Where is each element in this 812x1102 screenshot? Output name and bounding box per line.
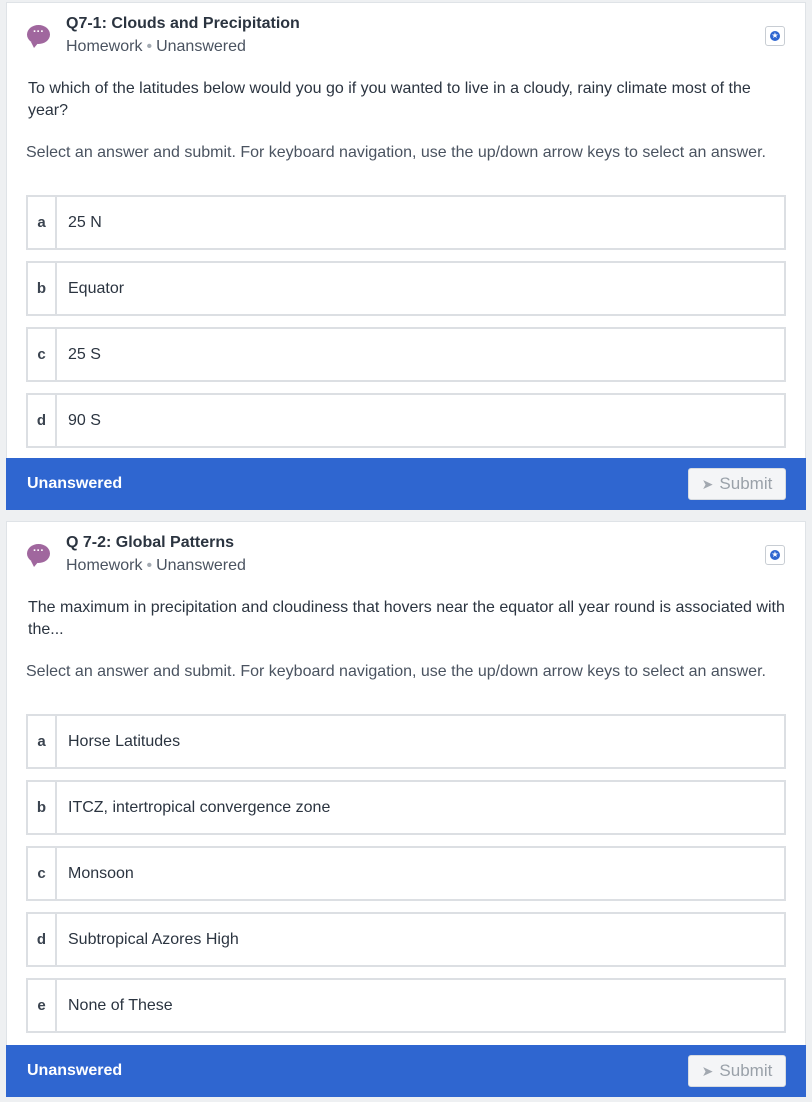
answer-instruction: Select an answer and submit. For keyboard navigation, use the up/down arrow keys to select an answer. (26, 144, 766, 161)
star-button[interactable] (765, 26, 785, 46)
option-letter: a (28, 197, 57, 248)
answer-option-a[interactable] (26, 714, 786, 769)
option-text: Monsoon (68, 865, 134, 882)
chat-bubble-ellipsis-icon: ··· (27, 25, 50, 44)
option-text: None of These (68, 997, 173, 1014)
question-meta (66, 557, 246, 575)
footer-status: Unanswered (27, 475, 123, 492)
option-text: 25 S (68, 346, 101, 363)
option-text: Horse Latitudes (68, 733, 181, 750)
option-letter: a (28, 716, 57, 767)
question-meta (66, 38, 246, 56)
submit-label: Submit (719, 1061, 773, 1080)
question-footer (6, 458, 806, 510)
answer-option-b[interactable] (26, 780, 786, 835)
question-title: Q7-1: Clouds and Precipitation (66, 15, 300, 32)
option-letter: b (28, 782, 57, 833)
option-letter: c (28, 329, 57, 380)
submit-label: Submit (719, 474, 773, 493)
answer-option-a[interactable] (26, 195, 786, 250)
question-footer (6, 1045, 806, 1097)
question-status: Unanswered (156, 557, 246, 574)
separator-dot: • (146, 38, 153, 55)
answer-option-d[interactable] (26, 912, 786, 967)
option-letter: e (28, 980, 57, 1031)
option-letter: c (28, 848, 57, 899)
option-text: 25 N (68, 214, 102, 231)
question-prompt: The maximum in precipitation and cloudiness that hovers near the equator all year round is associated with the... (28, 599, 785, 638)
submit-button[interactable] (688, 1055, 786, 1087)
separator-dot: • (146, 557, 153, 574)
answer-option-b[interactable] (26, 261, 786, 316)
star-badge-icon: ★ (771, 31, 779, 40)
paper-plane-icon: ➤ (701, 476, 714, 492)
answer-option-c[interactable] (26, 327, 786, 382)
answer-option-c[interactable] (26, 846, 786, 901)
question-card-2 (6, 521, 806, 1097)
answer-instruction: Select an answer and submit. For keyboard navigation, use the up/down arrow keys to select an answer. (26, 663, 766, 680)
question-title: Q 7-2: Global Patterns (66, 534, 235, 551)
question-status: Unanswered (156, 38, 246, 55)
answer-option-d[interactable] (26, 393, 786, 448)
submit-button[interactable] (688, 468, 786, 500)
option-text: Equator (68, 280, 125, 297)
question-type: Homework (66, 557, 143, 574)
question-card-1 (6, 2, 806, 510)
star-button[interactable] (765, 545, 785, 565)
option-letter: d (28, 395, 57, 446)
paper-plane-icon: ➤ (701, 1063, 714, 1079)
option-letter: d (28, 914, 57, 965)
option-letter: b (28, 263, 57, 314)
option-text: ITCZ, intertropical convergence zone (68, 799, 331, 816)
footer-status: Unanswered (27, 1062, 123, 1079)
chat-bubble-ellipsis-icon: ··· (27, 544, 50, 563)
option-text: Subtropical Azores High (68, 931, 239, 948)
question-prompt: To which of the latitudes below would you go if you wanted to live in a cloudy, rainy climate most of the year? (28, 80, 751, 119)
option-text: 90 S (68, 412, 101, 429)
answer-option-e[interactable] (26, 978, 786, 1033)
question-type: Homework (66, 38, 143, 55)
star-badge-icon: ★ (771, 550, 779, 559)
